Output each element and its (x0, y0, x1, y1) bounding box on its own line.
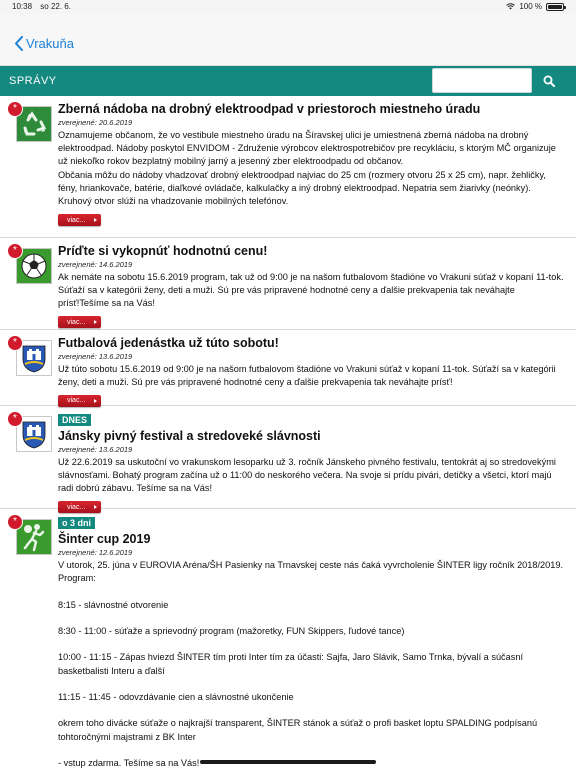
home-indicator[interactable] (200, 760, 376, 764)
news-date: zverejnené: 12.6.2019 (58, 548, 133, 557)
search-icon (543, 75, 555, 87)
status-right (506, 2, 564, 11)
status-date: so 22. 6. (40, 2, 71, 11)
triangle-right-icon (94, 218, 97, 222)
triangle-right-icon (94, 320, 97, 324)
news-text: Už 22.6.2019 sa uskutoční vo vrakunskom lesoparku už 3. ročník Jánskeho pivného festivalu, tentokrát aj so stredovekými slávnosťami. Bohatý program začína už o 11:00 do neskorého večera. Na svoje si prídu pivári, detičky a všetci, ktorí majú radi dobrú zábavu. Tešíme sa na Vás! (58, 457, 556, 494)
news-text: Oznamujeme občanom, že vo vestibule miestneho úradu na Šíravskej ulici je umiestnená zberná nádoba na drobný elektroodpad. Nádoby poskytol ENVIDOM - Združenie výrobcov elektrospotrebičov pre recykláciu, s ktorým MČ organizuje už niekoľko rokov bezplatný mobilný jarný a jesenný zber elektroodpadu od občanov. Občania môžu do nádoby vhadzovať drobný elektroodpad najviac do 25 cm (rozmery otvoru 25 x 25 cm), napr. žehličky, fény, hriankovače, batérie, diaľkové ovládače, kalkulačky a iný drobný elektroodpad. Nepatria sem žiarivky (neónky). Kruhový otvor slúži na vhadzovanie mobilných telefónov. (58, 130, 556, 207)
more-button[interactable] (58, 214, 101, 226)
news-item[interactable] (0, 330, 576, 406)
triangle-right-icon (94, 399, 97, 403)
chevron-left-icon (14, 36, 23, 51)
news-title[interactable]: Jánsky pivný festival a stredoveké slávnosti (58, 429, 321, 443)
news-title[interactable]: Príďte si vykopnúť hodnotnú cenu! (58, 244, 268, 258)
search-button[interactable] (534, 68, 564, 93)
news-title[interactable]: Šinter cup 2019 (58, 532, 151, 546)
news-text: V utorok, 25. júna v EUROVIA Aréna/ŠH Pasienky na Trnavskej ceste nás čaká vyvrcholenie ŠINTER ligy ročník 2018/2019. Program: 8:15 - slávnostné otvorenie 8:30 - 11:00 - súťaže a sprievodný program (mažoretky, FUN Skippers, ľudové tance) 10:00 - 11:15 - Zápas hviezd ŠINTER tím proti Inter tím za účasti: Sajfa, Jaro Slávik, Samo Trnka, bývalí a súčasní basketbalisti Interu a ďalší 11:15 - 11:45 - odovzdávanie cien a slávnostné ukončenie okrem toho divácke súťaže o najkrajší transparent, ŠINTER stánok a súťaž o profi basket loptu SPALDING podpísanú tohtoročnými majstrami z BK Inter - vstup zdarma. Tešíme sa na Vás! (58, 560, 564, 768)
more-button-label: viac... (67, 216, 86, 224)
more-button[interactable] (58, 316, 101, 328)
status-left (12, 2, 77, 11)
section-header (0, 66, 576, 96)
news-list (0, 96, 576, 768)
news-item[interactable] (0, 509, 576, 768)
news-date: zverejnené: 14.6.2019 (58, 260, 133, 269)
search-input[interactable] (432, 68, 532, 93)
news-text: Ak nemáte na sobotu 15.6.2019 program, tak už od 9:00 je na našom futbalovom štadióne vo Vrakuni súťaž v kopaní 11-tok. Súťaží sa v kategórii ženy, deti a muži. Sú pre vás pripravené hodnotné ceny a ďalšie prekvapenia tak neváhajte prísť!Tešíme sa na Vás! (58, 272, 564, 309)
back-button-label: Vrakuňa (26, 36, 74, 51)
status-time: 10:38 (12, 2, 33, 11)
new-badge-icon: * (8, 412, 22, 426)
battery-icon (546, 3, 564, 11)
battery-percent: 100 % (519, 2, 542, 11)
countdown-badge: o 3 dni (58, 517, 95, 529)
status-bar (0, 0, 576, 14)
new-badge-icon: * (8, 244, 22, 258)
news-date: zverejnené: 13.6.2019 (58, 352, 133, 361)
news-text: Už túto sobotu 15.6.2019 od 9:00 je na našom futbalovom štadióne vo Vrakuni súťaž v kopaní 11-tok. Súťaží sa v kategórii ženy, deti a muži. Sú pre vás pripravené hodnotné ceny a ďalšie prekvapenia tak neváhajte prísť! (58, 364, 556, 388)
more-button-label: viac... (67, 503, 86, 511)
more-button-label: viac... (67, 318, 86, 326)
battery-fill (548, 5, 562, 9)
news-title[interactable]: Zberná nádoba na drobný elektroodpad v priestoroch miestneho úradu (58, 102, 481, 116)
news-title[interactable]: Futbalová jedenástka už túto sobotu! (58, 336, 279, 350)
new-badge-icon: * (8, 336, 22, 350)
news-item[interactable] (0, 96, 576, 238)
news-item[interactable] (0, 238, 576, 330)
new-badge-icon: * (8, 102, 22, 116)
today-badge: DNES (58, 414, 91, 426)
more-button-label: viac... (67, 397, 86, 405)
back-button[interactable] (14, 36, 74, 51)
news-date: zverejnené: 20.6.2019 (58, 118, 133, 127)
new-badge-icon: * (8, 515, 22, 529)
news-date: zverejnené: 13.6.2019 (58, 445, 133, 454)
wifi-icon (506, 3, 515, 10)
section-title: SPRÁVY (9, 75, 57, 87)
news-item[interactable] (0, 406, 576, 509)
navigation-bar (0, 14, 576, 66)
